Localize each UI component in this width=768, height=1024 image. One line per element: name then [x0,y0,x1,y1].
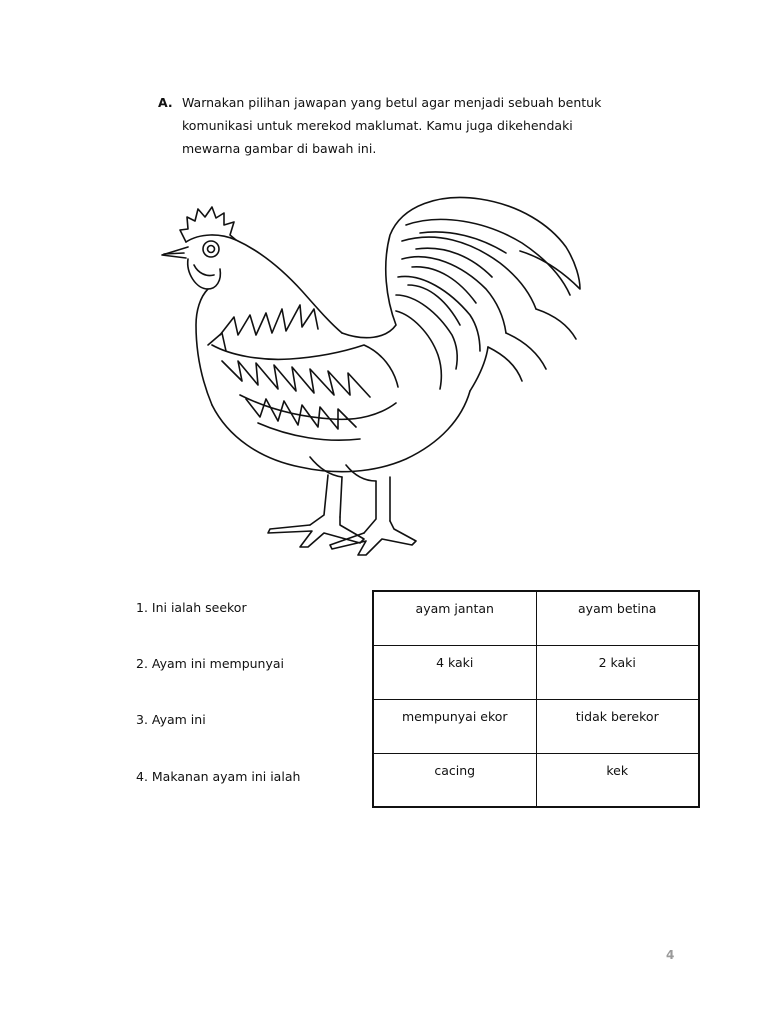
rooster-illustration[interactable] [150,185,610,570]
answer-option[interactable]: tidak berekor [536,699,699,753]
instruction-line-2: komunikasi untuk merekod maklumat. Kamu juga dikehendaki [182,118,573,133]
answer-option[interactable]: kek [536,753,699,807]
question-2: 2. Ayam ini mempunyai [136,656,285,671]
answer-option[interactable]: ayam betina [536,591,699,645]
answer-option[interactable]: 4 kaki [373,645,536,699]
rooster-icon [150,185,610,570]
question-3: 3. Ayam ini [136,712,206,727]
answer-option[interactable]: 2 kaki [536,645,699,699]
answer-row-4 [373,753,699,807]
answer-row-2 [373,645,699,699]
answer-option[interactable]: ayam jantan [373,591,536,645]
instruction-block [158,91,628,160]
answer-option[interactable]: mempunyai ekor [373,699,536,753]
answer-option[interactable]: cacing [373,753,536,807]
question-4: 4. Makanan ayam ini ialah [136,769,301,784]
answer-row-3 [373,699,699,753]
section-label: A. [158,95,173,110]
instruction-line-1: Warnakan pilihan jawapan yang betul agar menjadi sebuah bentuk [182,95,602,110]
answer-table [372,590,700,808]
instruction-line-3: mewarna gambar di bawah ini. [182,141,377,156]
answer-row-1 [373,591,699,645]
page-number: 4 [666,948,675,962]
question-1: 1. Ini ialah seekor [136,600,247,615]
